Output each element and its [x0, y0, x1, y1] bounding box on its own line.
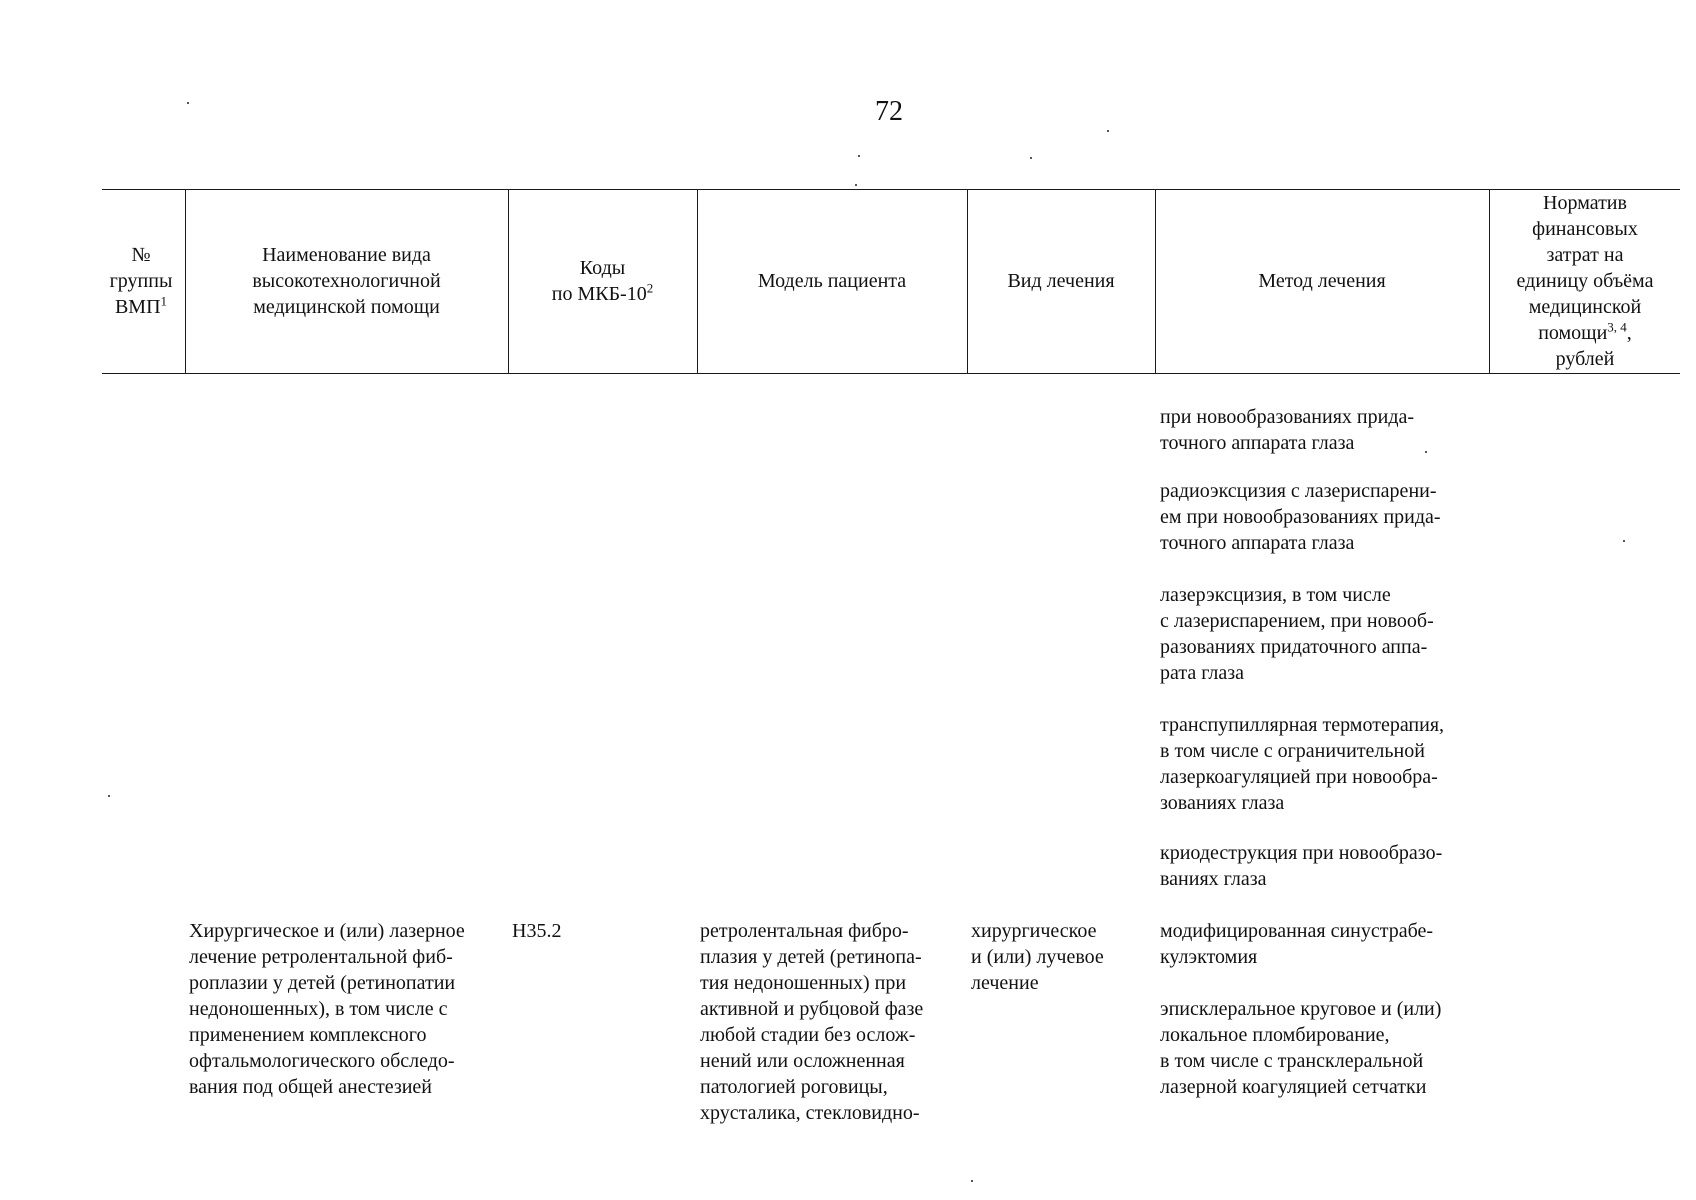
text-line: вания под общей анестезией: [189, 1076, 432, 1098]
header-line: Норматив: [1543, 192, 1627, 214]
text-line: недоношенных), в том числе с: [189, 998, 448, 1020]
header-line: №: [131, 244, 151, 266]
method-entry: [1160, 404, 1414, 456]
text-line: хирургическое: [971, 920, 1097, 942]
header-line: ,: [1626, 322, 1632, 344]
text-line: кулэктомия: [1160, 946, 1258, 968]
header-line: рублей: [1555, 348, 1615, 370]
footnote-marker: 2: [646, 280, 654, 296]
footnote-marker: 1: [160, 293, 168, 309]
text-line: лазерэксцизия, в том числе: [1160, 584, 1391, 606]
method-entry: [1160, 840, 1442, 892]
header-icd10-codes: [509, 190, 696, 372]
text-line: офтальмологического обследо-: [189, 1050, 455, 1072]
text-line: точного аппарата глаза: [1160, 532, 1355, 554]
text-line: криодеструкция при новообразо-: [1160, 842, 1443, 864]
text-line: зованиях глаза: [1160, 792, 1285, 814]
text-line: плазия у детей (ретинопа-: [700, 946, 922, 968]
text-line: хрусталика, стекловидно-: [700, 1102, 920, 1124]
scan-speck: [858, 155, 860, 157]
text-line: применением комплексного: [189, 1024, 427, 1046]
method-entry: [1160, 996, 1441, 1100]
text-line: ваниях глаза: [1160, 868, 1267, 890]
text-line: в том числе с трансклеральной: [1160, 1050, 1424, 1072]
header-patient-model: [698, 190, 966, 372]
text-line: радиоэксцизия с лазериспарени-: [1160, 480, 1437, 502]
text-line: лечение: [971, 972, 1039, 994]
header-line: затрат на: [1546, 244, 1624, 266]
header-line: высокотехнологичной: [252, 270, 441, 292]
header-line: Вид лечения: [1007, 270, 1115, 292]
header-vmp-group-number: [98, 190, 184, 372]
scan-speck: [1425, 451, 1427, 453]
scan-speck: [187, 102, 189, 104]
text-line: эписклеральное круговое и (или): [1160, 998, 1442, 1020]
header-line: медицинской помощи: [253, 296, 440, 318]
text-line: ем при новообразованиях прида-: [1160, 506, 1441, 528]
scan-speck: [1623, 540, 1625, 542]
header-line: Метод лечения: [1258, 270, 1386, 292]
header-treatment-type: [968, 190, 1154, 372]
text-line: любой стадии без ослож-: [700, 1024, 916, 1046]
header-treatment-method: [1156, 190, 1488, 372]
text-line: локальное пломбирование,: [1160, 1024, 1390, 1046]
method-entry: [1160, 712, 1444, 816]
text-line: и (или) лучевое: [971, 946, 1104, 968]
text-line: с лазериспарением, при новооб-: [1160, 610, 1434, 632]
header-line: финансовых: [1532, 218, 1638, 240]
text-line: рата глаза: [1160, 662, 1245, 684]
scan-speck: [1030, 157, 1032, 159]
scan-speck: [855, 184, 857, 186]
text-line: лазерной коагуляцией сетчатки: [1160, 1076, 1427, 1098]
text-line: нений или осложненная: [700, 1050, 905, 1072]
page-number: 72: [875, 96, 903, 127]
footnote-marker: 3, 4: [1607, 319, 1627, 335]
text-line: Хирургическое и (или) лазерное: [189, 920, 465, 942]
scan-speck: [108, 795, 110, 797]
header-line: Наименование вида: [262, 244, 431, 266]
scan-speck: [1107, 130, 1109, 132]
text-line: лечение ретролентальной фиб-: [189, 946, 453, 968]
text-line: активной и рубцовой фазе: [700, 998, 924, 1020]
header-line: ВМП: [114, 296, 161, 318]
row-icd10-code: [512, 918, 561, 944]
text-line: точного аппарата глаза: [1160, 432, 1355, 454]
header-financial-cost-standard: [1490, 190, 1680, 372]
row-care-type-name: [189, 918, 465, 1100]
row-patient-model: [700, 918, 923, 1126]
text-line: разованиях придаточного аппа-: [1160, 636, 1428, 658]
text-line: патологией роговицы,: [700, 1076, 888, 1098]
text-line: при новообразованиях прида-: [1160, 406, 1415, 428]
header-line: единицу объёма: [1516, 270, 1654, 292]
method-entry: [1160, 918, 1433, 970]
header-line: Коды: [579, 257, 626, 279]
header-line: группы: [109, 270, 173, 292]
text-line: лазеркоагуляцией при новообра-: [1160, 766, 1438, 788]
table-header-bottom-rule: [102, 373, 1680, 374]
header-line: Модель пациента: [757, 270, 907, 292]
header-line: медицинской: [1528, 296, 1642, 318]
text-line: H35.2: [512, 920, 562, 942]
text-line: транспупиллярная термотерапия,: [1160, 714, 1445, 736]
text-line: роплазии у детей (ретинопатии: [189, 972, 456, 994]
text-line: тия недоношенных) при: [700, 972, 907, 994]
header-line: по МКБ-10: [551, 283, 647, 305]
text-line: в том числе с ограничительной: [1160, 740, 1425, 762]
header-care-type-name: [186, 190, 507, 372]
method-entry: [1160, 478, 1441, 556]
row-treatment-type: [971, 918, 1104, 996]
scan-speck: [971, 1180, 973, 1182]
method-entry: [1160, 582, 1434, 686]
text-line: модифицированная синустрабе-: [1160, 920, 1434, 942]
text-line: ретролентальная фибро-: [700, 920, 909, 942]
header-line: помощи: [1538, 322, 1608, 344]
